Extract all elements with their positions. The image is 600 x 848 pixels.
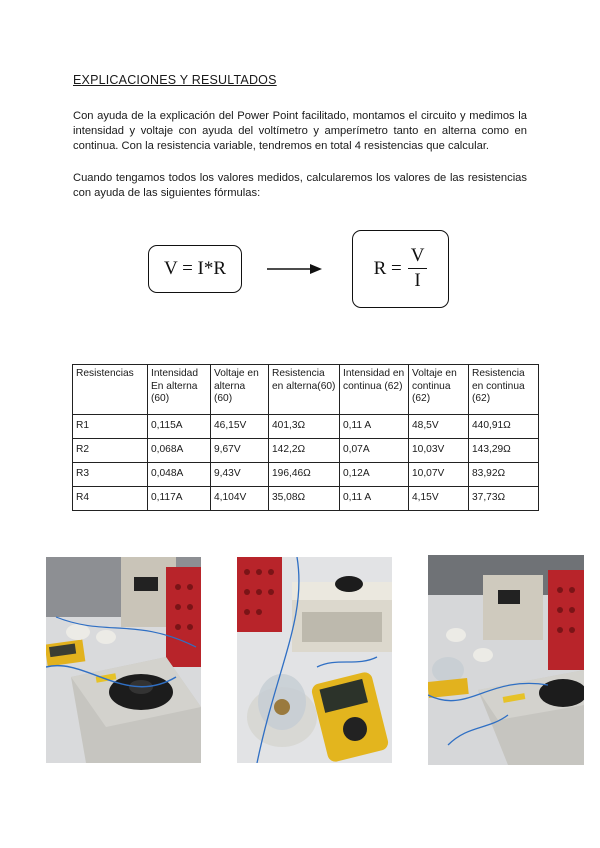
table-cell: 35,08Ω	[269, 487, 340, 511]
table-header-cell: Voltaje en continua (62)	[409, 365, 469, 415]
fraction-denominator: I	[414, 270, 421, 291]
results-table	[72, 364, 539, 511]
lab-photo-variable-resistor	[46, 557, 201, 763]
table-cell: 4,104V	[211, 487, 269, 511]
fraction-numerator: V	[408, 245, 428, 269]
table-cell: 10,03V	[409, 439, 469, 463]
table-cell: 0,048A	[148, 463, 211, 487]
table-header-row	[73, 365, 539, 415]
table-cell: 196,46Ω	[269, 463, 340, 487]
table-cell: 0,117A	[148, 487, 211, 511]
table-cell: 46,15V	[211, 415, 269, 439]
table-cell: 440,91Ω	[469, 415, 539, 439]
table-header-cell: Intensidad En alterna (60)	[148, 365, 211, 415]
resistance-fraction	[408, 245, 428, 293]
table-header-cell: Voltaje en alterna (60)	[211, 365, 269, 415]
resistance-formula-left: R =	[373, 258, 402, 279]
lab-photo-bulb-multimeter	[237, 557, 392, 763]
table-cell: 83,92Ω	[469, 463, 539, 487]
table-cell: 401,3Ω	[269, 415, 340, 439]
lab-photo-bench-setup	[428, 555, 584, 765]
table-header-cell: Resistencias	[73, 365, 148, 415]
ohms-law-formula	[148, 245, 242, 293]
table-cell: 48,5V	[409, 415, 469, 439]
table-cell: 143,29Ω	[469, 439, 539, 463]
table-cell: 37,73Ω	[469, 487, 539, 511]
table-cell: R2	[73, 439, 148, 463]
formula-intro-paragraph: Cuando tengamos todos los valores medidos, calcularemos los valores de las resistencias con ayuda de las siguientes fórmulas:	[73, 172, 527, 199]
table-cell: 0,11 A	[340, 487, 409, 511]
table-cell: 142,2Ω	[269, 439, 340, 463]
table-cell: 10,07V	[409, 463, 469, 487]
table-cell: R4	[73, 487, 148, 511]
table-cell: R3	[73, 463, 148, 487]
table-row	[73, 487, 539, 511]
table-header-cell: Resistencia en alterna(60)	[269, 365, 340, 415]
table-cell: 0,115A	[148, 415, 211, 439]
table-header-cell: Resistencia en continua (62)	[469, 365, 539, 415]
table-cell: 0,11 A	[340, 415, 409, 439]
table-row	[73, 415, 539, 439]
table-row	[73, 463, 539, 487]
table-cell: R1	[73, 415, 148, 439]
right-arrow-icon	[266, 262, 324, 276]
intro-paragraph: Con ayuda de la explicación del Power Point facilitado, montamos el circuito y medimos la intensidad y voltaje con ayuda del voltímetro y amperímetro tanto en alterna como en continua. Con la resistencia variable, tendremos en total 4 resistencias que calcular.	[73, 110, 527, 152]
table-cell: 9,43V	[211, 463, 269, 487]
table-row	[73, 439, 539, 463]
table-cell: 9,67V	[211, 439, 269, 463]
resistance-formula	[352, 230, 449, 308]
section-heading: EXPLICACIONES Y RESULTADOS	[73, 73, 277, 87]
table-cell: 4,15V	[409, 487, 469, 511]
table-cell: 0,12A	[340, 463, 409, 487]
ohms-law-text: V = I*R	[163, 258, 227, 279]
table-cell: 0,068A	[148, 439, 211, 463]
table-cell: 0,07A	[340, 439, 409, 463]
table-header-cell: Intensidad en continua (62)	[340, 365, 409, 415]
